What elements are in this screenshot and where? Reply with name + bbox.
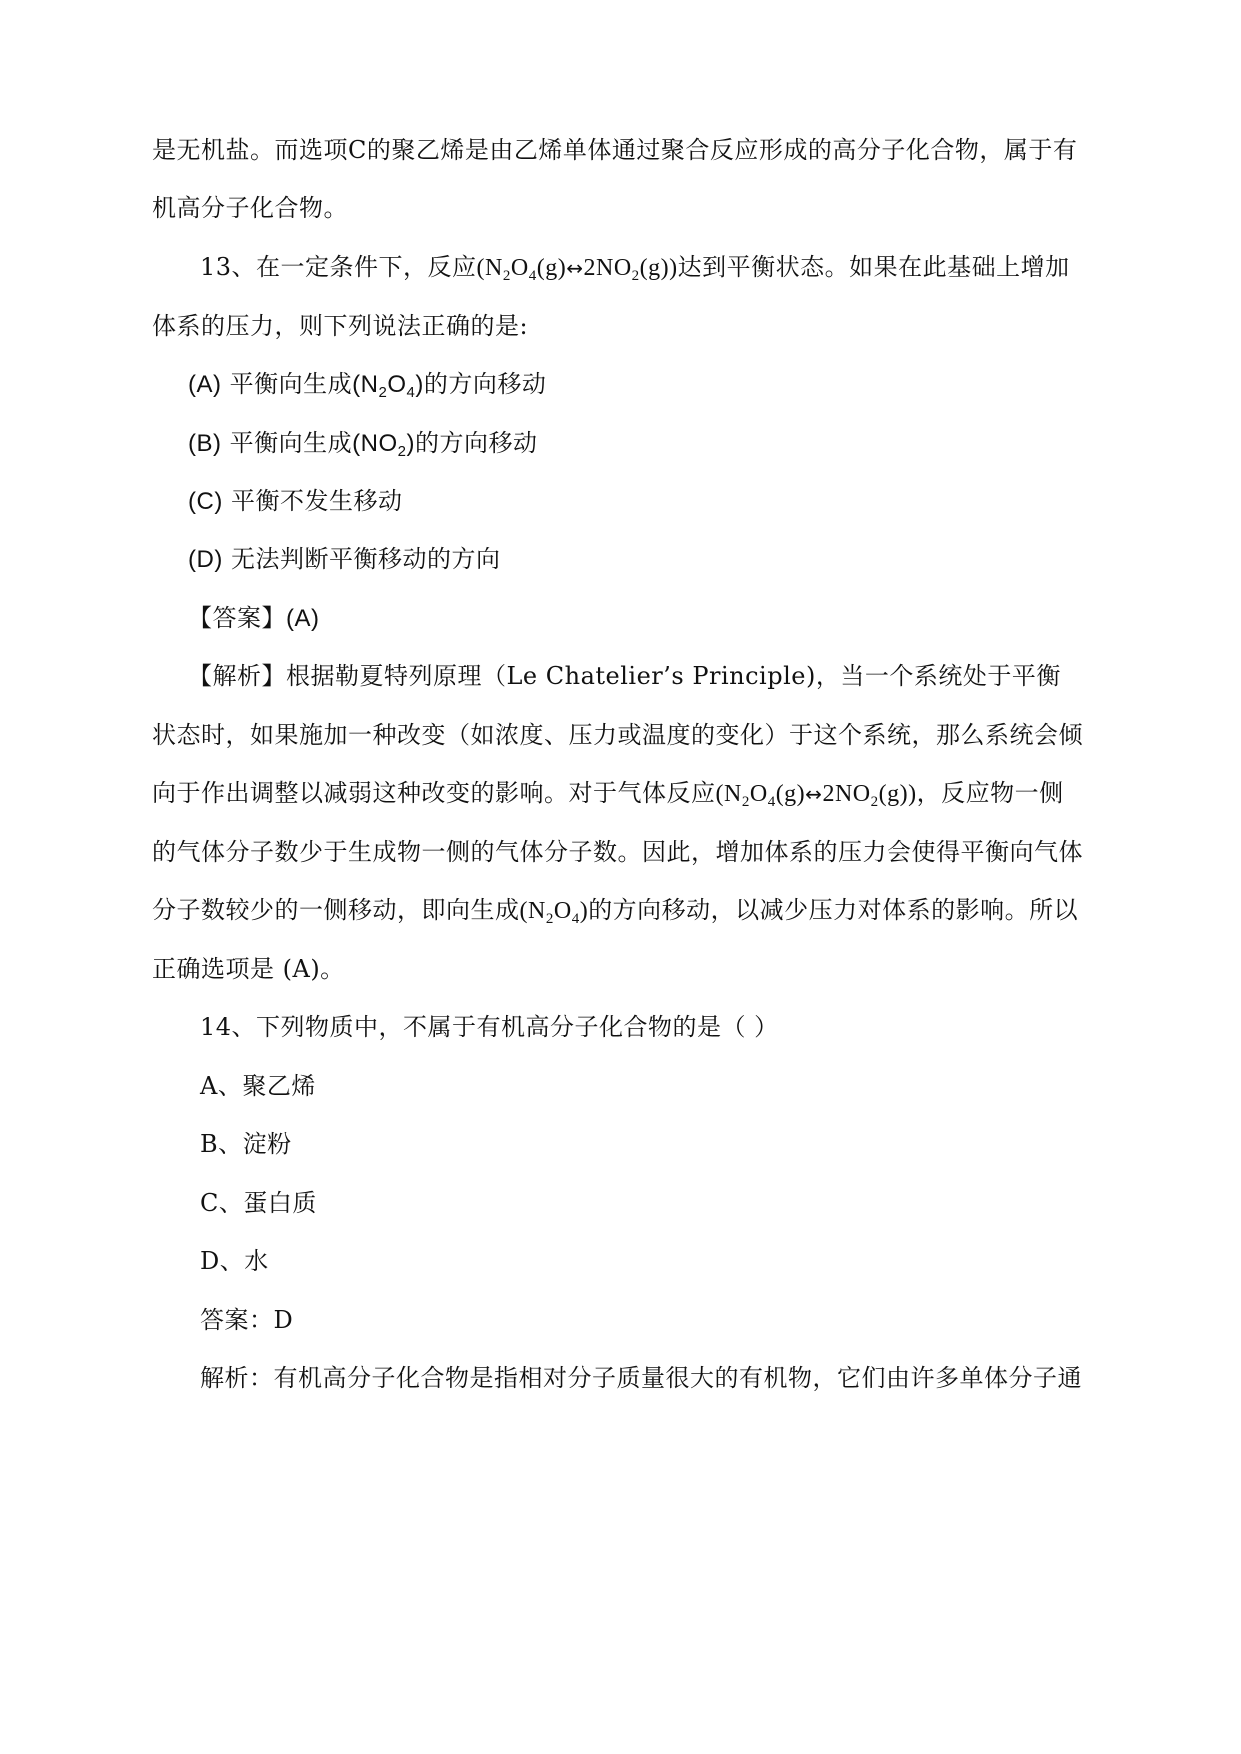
explanation-line-1: 【解析】根据勒夏特列原理（Le Chatelier’s Principle)，当一个系统处于平衡: [188, 662, 1061, 690]
equilibrium-arrow-icon: ↔: [566, 256, 584, 280]
answer-label: 【答案】: [188, 604, 286, 632]
option-b: (B) 平衡向生成$(NO_2)$的方向移动: [188, 429, 538, 460]
explanation-line-2: 状态时，如果施加一种改变（如浓度、压力或温度的变化）于这个系统，那么系统会倾: [152, 721, 1083, 749]
question-14-option-a: A、聚乙烯: [200, 1072, 316, 1100]
reaction-formula: $(N_2O_4(g)\leftrightarrow 2NO_2(g))$: [476, 255, 678, 284]
question-14-option-d: D、水: [200, 1247, 269, 1275]
question-13-suffix: 达到平衡状态。如果在此基础上增加: [677, 253, 1070, 281]
n2o4-formula-explanation: $(N_2O_4)$: [519, 898, 589, 927]
question-14-option-b: B、淀粉: [200, 1130, 292, 1158]
question-14-stem: 14、下列物质中，不属于有机高分子化合物的是（ ）: [200, 1013, 779, 1041]
text-line-2: 机高分子化合物。: [152, 194, 348, 222]
explanation-line-6: 正确选项是 (A)。: [152, 955, 345, 983]
option-c: (C) 平衡不发生移动: [188, 487, 403, 515]
equilibrium-arrow-icon: ↔: [805, 782, 823, 806]
paragraph-line: [152, 191, 348, 225]
explanation-line-5: 分子数较少的一侧移动，即向生成$(N_2O_4)$的方向移动，以减少压力对体系的影响。所以: [152, 896, 1079, 927]
option-d-label: (D): [188, 546, 223, 573]
question-14-option-c: C、蛋白质: [200, 1189, 317, 1217]
n2o4-formula: $(N_2O_4)$: [352, 371, 424, 401]
question-13-prefix: 13、在一定条件下，反应: [200, 253, 477, 281]
answer-line: [188, 601, 320, 636]
reaction-formula-explanation: $(N_2O_4(g)\leftrightarrow 2NO_2(g))$: [715, 781, 917, 810]
paragraph-line: [152, 133, 1077, 167]
option-b-label: (B): [188, 430, 222, 457]
option-c-label: (C): [188, 488, 223, 515]
question-14-explanation: 解析：有机高分子化合物是指相对分子质量很大的有机物，它们由许多单体分子通: [200, 1364, 1082, 1392]
question-13-stem: [200, 250, 1070, 285]
question-13-stem-line-2: 体系的压力，则下列说法正确的是:: [152, 312, 529, 340]
no2-formula: $(NO_2)$: [352, 430, 415, 460]
option-a: (A) 平衡向生成$(N_2O_4)$的方向移动: [188, 370, 547, 401]
question-14-answer: 答案：D: [200, 1306, 294, 1334]
explanation-line-4: 的气体分子数少于生成物一侧的气体分子数。因此，增加体系的压力会使得平衡向气体: [152, 838, 1083, 866]
explanation-line-3: 向于作出调整以减弱这种改变的影响。对于气体反应$(N_2O_4(g)\leftrightarrow 2NO_2(g))$，反应物一侧: [152, 779, 1064, 810]
text-line-1: 是无机盐。而选项C的聚乙烯是由乙烯单体通过聚合反应形成的高分子化合物，属于有: [152, 136, 1078, 164]
answer-value: (A): [286, 605, 320, 632]
option-d: (D) 无法判断平衡移动的方向: [188, 545, 501, 573]
option-a-label: (A): [188, 371, 222, 398]
